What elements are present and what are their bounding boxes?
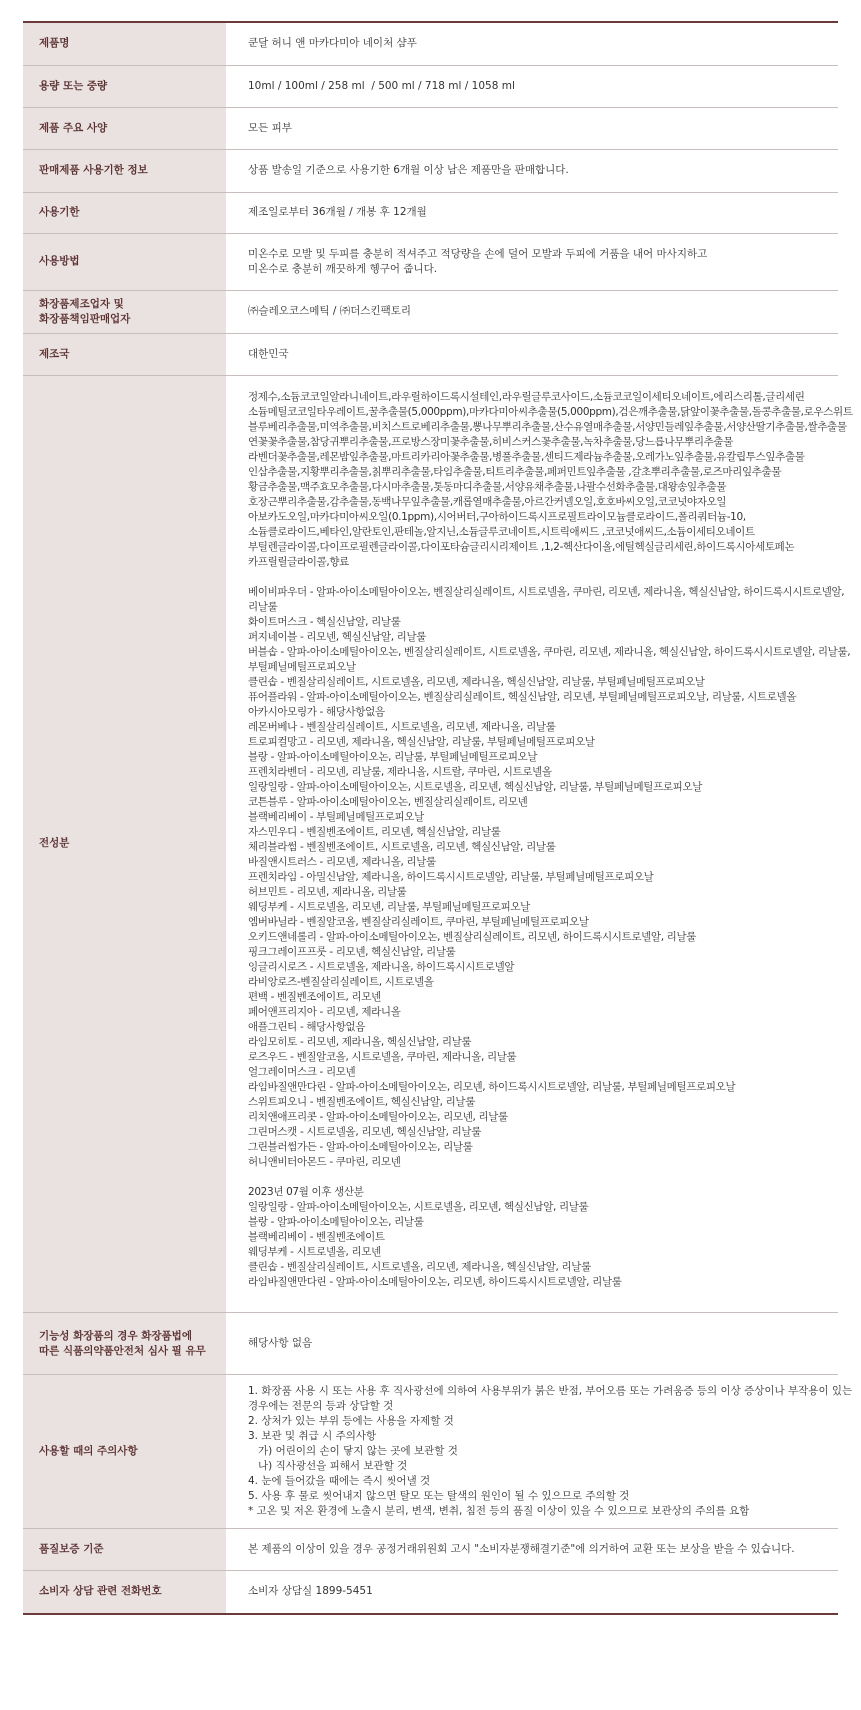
info-row-capacity [23,65,838,107]
row-label-line: 기능성 화장품의 경우 화장품법에 [39,1329,192,1342]
info-row-expiry [23,192,838,233]
row-value-line: 대한민국 [248,347,289,360]
row-value-line: 화이트머스크 - 헥실신남알, 리날룰 [248,615,401,628]
info-row-consumer-phone [23,1571,838,1614]
row-label-line: 따른 식품의약품안전처 심사 필 유무 [39,1344,206,1357]
row-label [23,333,226,375]
row-value-line: 레몬버베나 - 벤질살리실레이트, 시트로넬올, 리모넨, 제라니올, 리날룰 [248,720,556,733]
row-value-line: 부틸렌글라이콜,다이프로필렌글라이콜,다이포타슘글리시리제이트 ,1,2-헥산다이올,에틸헥실글리세린,하이드록시아세토페논 [248,540,795,553]
row-value [226,149,838,192]
row-value-line: 웨딩부케 - 시트로넬올, 리모넨 [248,1246,381,1259]
info-row-quality-standard [23,1529,838,1571]
row-value-line: 퓨어플라워 - 알파-아이소메틸아이오논, 벤질살리실레이트, 헥실신남알, 리모넨, 부틸페닐메틸프로피오날, 리날룰, 시트로넬올 [248,690,797,703]
info-row-country [23,333,838,375]
row-value [226,1571,838,1614]
row-value-line: 경우에는 전문의 등과 상담할 것 [248,1400,394,1413]
info-row-functional-review [23,1313,838,1375]
row-value-line: 카프릴릴글라이콜,향료 [248,555,349,568]
row-value-line: 나) 직사광선을 피해서 보관할 것 [248,1460,408,1473]
row-value-line: 블랑 - 알파-아이소메틸아이오논, 리날룰 [248,1216,424,1229]
row-label [23,192,226,233]
spacer [248,570,838,585]
row-label-line: 제품명 [39,37,70,50]
row-value-line: 인삼추출물,지황뿌리추출물,칡뿌리추출물,타임추출물,티트리추출물,페퍼민트잎추출물 ,갈초뿌리추출물,로즈마리잎추출물 [248,465,782,478]
row-value-line: 라임모히토 - 리모넨, 제라니올, 헥실신남알, 리날룰 [248,1035,472,1048]
row-value-line: 연꽃꽃추출물,참당귀뿌리추출물,프로방스장미꽃추출물,히비스커스꽃추출물,녹차추출물,당느릅나무뿌리추출물 [248,435,734,448]
row-label-line: 판매제품 사용기한 정보 [39,164,148,176]
row-value-line: 블랙베리베이 - 부틸페닐메틸프로피오날 [248,810,424,823]
row-value-line: 트로피컬망고 - 리모넨, 제라니올, 헥실신남알, 리날룰, 부틸페닐메틸프로피오날 [248,735,595,748]
info-row-ingredients [23,375,838,1313]
info-row-manufacturer [23,290,838,333]
row-label-line: 사용방법 [39,255,80,267]
row-value-line: 체리블라썸 - 벤질벤조에이트, 시트로넬올, 리모넨, 헥실신남알, 리날룰 [248,840,556,853]
row-value-line: 퍼지네이블 - 리모넨, 헥실신남알, 리날룰 [248,630,427,643]
row-value-line: 미온수로 충분히 깨끗하게 헹구어 줍니다. [248,262,438,275]
row-value-line: 오키드앤네롤리 - 알파-아이소메틸아이오논, 벤질살리실레이트, 리모넨, 하이드록시시트로넬알, 리날룰 [248,930,697,943]
row-value-line: 애플그린티 - 해당사항없음 [248,1020,366,1033]
row-value-line: 프렌치라임 - 아밀신남알, 제라니올, 하이드록시시트로넬알, 리날룰, 부틸페닐메틸프로피오날 [248,870,654,883]
row-value [226,290,838,333]
row-value-line: 핑크그레이프프룻 - 리모넨, 헥실신남알, 리날룰 [248,945,456,958]
info-row-expiry-info [23,149,838,192]
row-value-line: 2023년 07월 이후 생산분 [248,1186,364,1199]
row-value-line: 상품 발송일 기준으로 사용기한 6개월 이상 남은 제품만을 판매합니다. [248,164,569,176]
product-info-section [23,21,853,1615]
row-value-line: 쿤달 허니 앤 마카다미아 네이처 샴푸 [248,37,417,50]
row-value-line: 정제수,소듐코코일알라니네이트,라우릴하이드록시설테인,라우릴글루코사이드,소듐코코일이세티오네이트,에리스리톨,글리세린 [248,390,805,403]
row-value-line: ㈜슬레오코스메틱 / ㈜더스킨팩토리 [248,305,412,317]
row-value-line: 1. 화장품 사용 시 또는 사용 후 직사광선에 의하여 사용부위가 붉은 반점, 부어오름 또는 가려움증 등의 이상 증상이나 부작용이 있는 [248,1385,853,1398]
row-value-line: 베이비파우더 - 알파-아이소메틸아이오논, 벤질살리실레이트, 시트로넬올, 쿠마린, 리모넨, 제라니올, 헥실신남알, 하이드록시시트로넬알, [248,585,845,598]
row-value-line: 블랙베리베이 - 벤질벤조에이트 [248,1231,385,1244]
info-row-main-spec [23,107,838,149]
row-value-line: 얼그레이머스크 - 리모넨 [248,1065,356,1078]
row-label [23,1571,226,1614]
row-value-line: 5. 사용 후 물로 씻어내지 않으면 탈모 또는 탈색의 원인이 될 수 있으므로 주의할 것 [248,1490,630,1503]
row-value [226,1375,853,1529]
row-value-line: 코튼블루 - 알파-아이소메틸아이오논, 벤질살리실레이트, 리모넨 [248,795,528,808]
row-value-line: 리치앤애프리콧 - 알파-아이소메틸아이오논, 리모넨, 리날룰 [248,1110,508,1123]
row-label [23,22,226,65]
row-label [23,233,226,290]
row-value [226,233,838,290]
row-value-line: 제조일로부터 36개월 / 개봉 후 12개월 [248,206,427,218]
row-value [226,1313,838,1375]
row-value-line: 3. 보관 및 취급 시 주의사항 [248,1430,377,1443]
row-value-line: 허브민트 - 리모넨, 제라니올, 리날룰 [248,885,407,898]
info-row-product-name [23,22,838,65]
row-label-line: 전성분 [39,837,70,850]
row-value [226,65,838,107]
row-value-line: 4. 눈에 들어갔을 때에는 즉시 씻어낼 것 [248,1475,431,1488]
row-value-line: 라벤더꽃추출물,레몬밤잎추출물,마트리카리아꽃추출물,병풀추출물,센티드제라늄추출물,오레가노잎추출물,유칼립투스잎추출물 [248,450,805,463]
row-label-line: 제조국 [39,347,70,360]
row-value-line: 가) 어린이의 손이 닿지 않는 곳에 보관할 것 [248,1445,458,1458]
row-value-line: 소비자 상담실 1899-5451 [248,1585,373,1598]
row-value-line: 라임바질앤만다린 - 알파-아이소메틸아이오논, 리모넨, 하이드록시시트로넬알, 리날룰, 부틸페닐메틸프로피오날 [248,1080,736,1093]
row-value-line: 아보카도오일,마카다미아씨오일(0.1ppm),시어버터,구아하이드록시프로필트라이모늄클로라이드,폴리쿼터늄-10, [248,510,746,523]
row-label [23,149,226,192]
row-value-line: 바질앤시트러스 - 리모넨, 제라니올, 리날룰 [248,855,436,868]
product-info-table [23,21,853,1615]
row-value-line: 일랑일랑 - 알파-아이소메틸아이오논, 시트로넬올, 리모넨, 헥실신남알, 리날룰 [248,1201,589,1214]
info-row-cautions [23,1375,838,1529]
row-label-line: 사용할 때의 주의사항 [39,1445,138,1458]
row-label-line: 사용기한 [39,206,80,218]
row-value-line: 그린머스캣 - 시트로넬올, 리모넨, 헥실신남알, 리날룰 [248,1125,481,1138]
row-value-line: 10ml / 100ml / 258 ml / 500 ml / 718 ml / 1058 ml [248,79,515,92]
row-value [226,192,838,233]
row-value-line: 클린솝 - 벤질살리실레이트, 시트로넬올, 리모넨, 제라니올, 헥실신남알, 리날룰, 부틸페닐메틸프로피오날 [248,675,705,688]
row-value-line: 스위트피오니 - 벤질벤조에이트, 헥실신남알, 리날룰 [248,1095,476,1108]
row-value-line: 로즈우드 - 벤질알코올, 시트로넬올, 쿠마린, 제라니올, 리날룰 [248,1050,517,1063]
row-label-line: 소비자 상담 관련 전화번호 [39,1585,162,1598]
row-value [226,375,853,1313]
row-label-line: 화장품책임판매업자 [39,312,131,325]
row-label [23,1313,226,1375]
row-value [226,107,838,149]
row-label-line: 품질보증 기준 [39,1543,104,1556]
row-value-line: 클린솝 - 벤질살리실레이트, 시트로넬올, 리모넨, 제라니올, 헥실신남알, 리날룰 [248,1261,591,1274]
row-value-line: 아카시아모링가 - 해당사항없음 [248,705,385,718]
row-value-line: 일랑일랑 - 알파-아이소메틸아이오논, 시트로넬올, 리모넨, 헥실신남알, 리날룰, 부틸페닐메틸프로피오날 [248,780,703,793]
row-value-line: 호장근뿌리추출물,감추출물,동백나무잎추출물,캐롭열매추출물,아르간커넬오일,호호바씨오일,코코넛야자오일 [248,495,727,508]
row-value-line: 소듐메틸코코일타우레이트,꿀추출물(5,000ppm),마카다미아씨추출물(5,000ppm),검은깨추출물,닭앞이꽃추출물,돌콩추출물,로우스위트 [248,405,853,418]
row-label [23,107,226,149]
row-value [226,1529,838,1571]
row-value-line: 라임바질앤만다린 - 알파-아이소메틸아이오논, 리모넨, 하이드록시시트로넬알, 리날룰 [248,1276,622,1289]
row-label [23,375,226,1313]
info-row-usage [23,233,838,290]
row-value-line: 허니앤비터아몬드 - 쿠마린, 리모넨 [248,1155,401,1168]
row-value-line: 그린블러썸가든 - 알파-아이소메틸아이오논, 리날룰 [248,1140,473,1153]
row-value [226,22,838,65]
row-label-line: 용량 또는 중량 [39,79,108,92]
row-value-line: 자스민우디 - 벤질벤조에이트, 리모넨, 헥실신남알, 리날룰 [248,825,501,838]
spacer [248,1170,838,1185]
row-value-line: 블루베리추출물,미역추출물,비치스트로베리추출물,뽕나무뿌리추출물,산수유열매추출물,서양민들레잎추출물,서양산딸기추출물,쌀추출물 [248,420,847,433]
row-label-line: 화장품제조업자 및 [39,297,124,310]
row-label [23,1529,226,1571]
row-value [226,333,838,375]
row-value-line: 소듐클로라이드,베타인,알란토인,판테놀,알지닌,소듐글루코네이트,시트릭애씨드 ,코코넛애씨드,소듐이세티오네이트 [248,525,755,538]
row-value-line: 부틸페닐메틸프로피오날 [248,660,356,673]
row-value-line: 잉글리시로즈 - 시트로넬올, 제라니올, 하이드록시시트로넬알 [248,960,515,973]
row-value-line: 페어앤프리지아 - 리모넨, 제라니올 [248,1005,401,1018]
row-label [23,65,226,107]
row-value-line: 버블솝 - 알파-아이소메틸아이오논, 벤질살리실레이트, 시트로넬올, 쿠마린, 리모넨, 제라니올, 헥실신남알, 하이드록시시트로넬알, 리날룰, [248,645,851,658]
row-value-line: 편백 - 벤질벤조에이트, 리모넨 [248,990,381,1003]
row-value-line: 라비앙로즈-벤질살리실레이트, 시트로넬올 [248,975,434,988]
row-label [23,1375,226,1529]
row-value-line: 본 제품의 이상이 있을 경우 공정거래위원회 고시 "소비자분쟁해결기준"에 의거하여 교환 또는 보상을 받을 수 있습니다. [248,1543,795,1556]
row-value-line: 2. 상처가 있는 부위 등에는 사용을 자제할 것 [248,1415,454,1428]
product-info-table-body [23,22,853,1614]
row-value-line: 해당사항 없음 [248,1337,313,1350]
row-value-line: 엠버바닐라 - 벤질알코올, 벤질살리실레이트, 쿠마린, 부틸페닐메틸프로피오날 [248,915,589,928]
row-value-line: 미온수로 모발 및 두피를 충분히 적셔주고 적당량을 손에 덜어 모발과 두피에 거품을 내어 마사지하고 [248,247,708,260]
row-label-line: 제품 주요 사양 [39,121,108,134]
row-value-line: 모든 피부 [248,121,292,134]
row-value-line: * 고온 및 저온 환경에 노출시 분리, 변색, 변취, 침전 등의 품질 이상이 있을 수 있으므로 보관상의 주의를 요함 [248,1505,750,1518]
row-value-line: 블랑 - 알파-아이소메틸아이오논, 리날룰, 부틸페닐메틸프로피오날 [248,750,538,763]
row-value-line: 웨딩부케 - 시트로넬올, 리모넨, 리날룰, 부틸페닐메틸프로피오날 [248,900,530,913]
row-value-line: 황금추출물,맥주효모추출물,다시마추출물,톳동마디추출물,서양유채추출물,나팔수선화추출물,대왕송잎추출물 [248,480,727,493]
row-value-line: 리날룰 [248,600,278,613]
row-label [23,290,226,333]
row-value-line: 프렌치라벤더 - 리모넨, 리날룰, 제라니올, 시트랄, 쿠마린, 시트로넬올 [248,765,552,778]
